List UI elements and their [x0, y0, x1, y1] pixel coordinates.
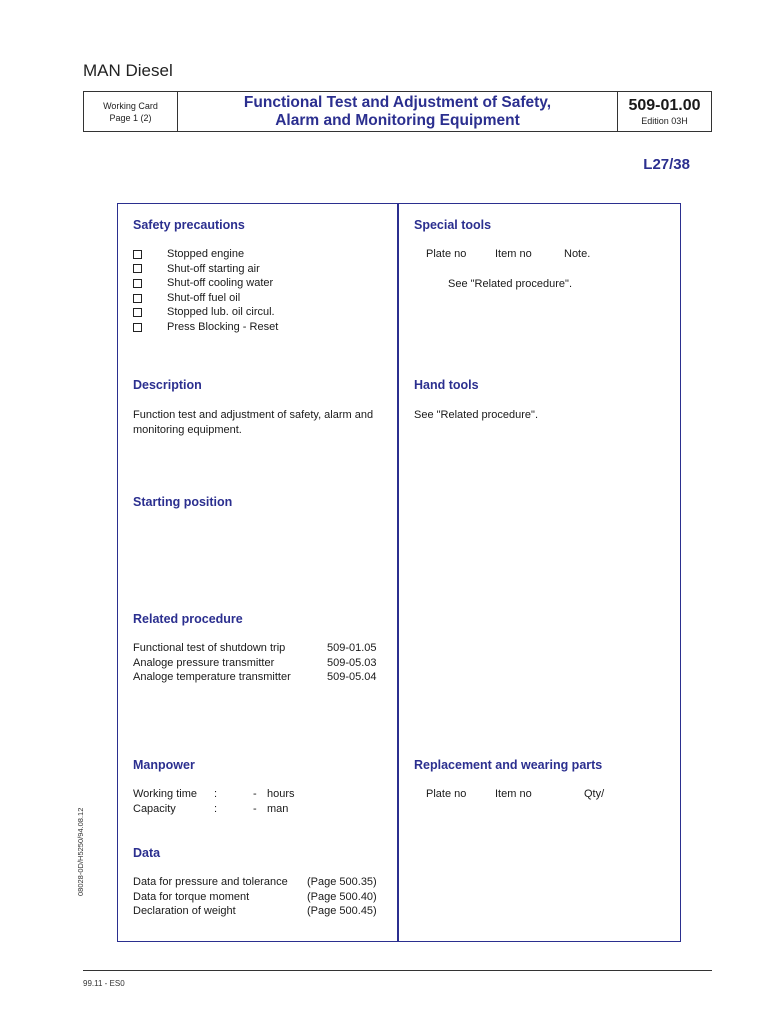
- separator: :: [214, 788, 218, 800]
- footer-rule: [83, 970, 712, 971]
- safety-item-label: Stopped lub. oil circul.: [167, 306, 275, 319]
- safety-item: [133, 262, 278, 277]
- manpower-title: Manpower: [133, 758, 195, 772]
- safety-item: [133, 320, 278, 335]
- card-label: Working Card: [103, 100, 158, 111]
- safety-item: [133, 276, 278, 291]
- data-row-ref: (Page 500.45): [307, 905, 377, 918]
- checkbox[interactable]: [133, 264, 142, 273]
- checkbox[interactable]: [133, 308, 142, 317]
- safety-checklist: [133, 247, 278, 335]
- description-line: monitoring equipment.: [133, 423, 242, 436]
- description-line: Function test and adjustment of safety, alarm and: [133, 409, 374, 421]
- page-label: Page 1 (2): [109, 112, 152, 123]
- description-text: [133, 408, 373, 437]
- data-list: [133, 875, 377, 919]
- manpower-list: [133, 787, 295, 816]
- safety-item: [133, 291, 278, 306]
- hand-tools-title: Hand tools: [414, 378, 479, 392]
- checkbox[interactable]: [133, 279, 142, 288]
- data-row-ref: (Page 500.35): [307, 876, 377, 888]
- column-divider: [397, 203, 399, 942]
- safety-item-label: Stopped engine: [167, 248, 245, 260]
- title-cell: [178, 92, 617, 131]
- procedure-name: Functional test of shutdown trip: [133, 642, 286, 654]
- edition-label: Edition 03H: [641, 115, 688, 126]
- special-tools-title: Special tools: [414, 218, 492, 232]
- checkbox[interactable]: [133, 323, 142, 332]
- brand-name: MAN Diesel: [83, 61, 173, 80]
- working-time-unit: hours: [267, 788, 295, 800]
- related-procedure-title: Related procedure: [133, 612, 243, 626]
- data-row-name: Data for torque moment: [133, 890, 250, 903]
- replacement-header: [426, 787, 604, 802]
- data-row-name: Declaration of weight: [133, 905, 236, 918]
- data-row-name: Data for pressure and tolerance: [133, 876, 288, 888]
- capacity-label: Capacity: [133, 802, 176, 815]
- data-title: Data: [133, 846, 161, 860]
- doc-number: 509-01.00: [628, 96, 701, 114]
- capacity-value: -: [253, 802, 257, 815]
- safety-item-label: Shut-off starting air: [167, 262, 260, 275]
- item-no-header: Item no: [495, 248, 532, 260]
- engine-type: L27/38: [643, 156, 690, 173]
- hand-tools-text: See "Related procedure".: [414, 409, 538, 421]
- checkbox[interactable]: [133, 250, 142, 259]
- safety-item: [133, 305, 278, 320]
- footer-text: 99.11 - ES0: [83, 979, 125, 988]
- procedure-code: 509-05.04: [327, 671, 377, 684]
- data-row-ref: (Page 500.40): [307, 890, 377, 903]
- working-time-label: Working time: [133, 788, 197, 800]
- procedure-name: Analoge pressure transmitter: [133, 656, 275, 669]
- data-row: [133, 890, 377, 905]
- procedure-code: 509-05.03: [327, 656, 377, 669]
- safety-item: [133, 247, 278, 262]
- safety-item-label: Shut-off fuel oil: [167, 291, 241, 304]
- safety-title: Safety precautions: [133, 218, 245, 232]
- manpower-row: [133, 802, 295, 817]
- description-title: Description: [133, 378, 202, 392]
- note-header: Note.: [564, 248, 591, 260]
- separator: :: [214, 802, 218, 815]
- item-no-header: Item no: [495, 788, 532, 800]
- starting-position-title: Starting position: [133, 495, 233, 509]
- doc-number-cell: [617, 92, 711, 131]
- header-table: [83, 91, 712, 132]
- procedure-row: [133, 656, 377, 671]
- page-title-line2: Alarm and Monitoring Equipment: [275, 111, 520, 129]
- procedure-row: [133, 670, 377, 685]
- plate-no-header: Plate no: [426, 788, 467, 800]
- working-time-value: -: [253, 788, 257, 800]
- safety-item-label: Shut-off cooling water: [167, 277, 274, 290]
- data-row: [133, 904, 377, 919]
- procedure-name: Analoge temperature transmitter: [133, 671, 291, 684]
- related-procedure-list: [133, 641, 377, 685]
- side-code: 08028-0D/H5250/94.08.12: [76, 807, 85, 896]
- plate-no-header: Plate no: [426, 248, 467, 260]
- procedure-code: 509-01.05: [327, 642, 377, 654]
- qty-header: Qty/: [584, 788, 605, 800]
- card-info-cell: [84, 92, 178, 131]
- capacity-unit: man: [267, 802, 289, 815]
- safety-item-label: Press Blocking - Reset: [167, 320, 279, 333]
- checkbox[interactable]: [133, 294, 142, 303]
- page-title-line1: Functional Test and Adjustment of Safety,: [243, 93, 552, 111]
- special-tools-header: [426, 247, 590, 262]
- procedure-row: [133, 641, 377, 656]
- data-row: [133, 875, 377, 890]
- replacement-title: Replacement and wearing parts: [414, 758, 603, 772]
- special-tools-note: See "Related procedure".: [448, 278, 572, 290]
- manpower-row: [133, 787, 295, 802]
